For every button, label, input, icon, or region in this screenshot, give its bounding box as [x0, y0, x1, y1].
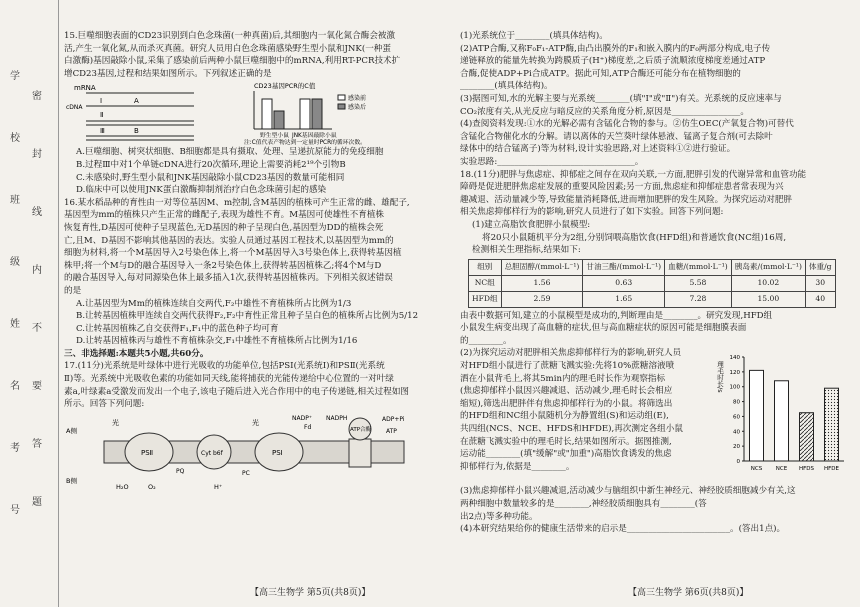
seal-char: 题	[32, 497, 42, 508]
hplus-label: H⁺	[214, 482, 223, 491]
option-line: B.让转基因植株甲连续自交两代获得F₂,F₂中育性正常且种子呈白色的植株所占比例为5/12	[76, 311, 419, 322]
y-tick-label: 100	[729, 385, 740, 392]
q15-figure	[64, 81, 452, 145]
y-tick-label: 120	[729, 370, 740, 377]
photosynthesis-diagram	[64, 413, 452, 495]
table-cell: 30	[805, 275, 835, 291]
bar-hfde	[825, 389, 839, 462]
question-line: 对HFD组小鼠进行了蔗糖飞溅实验:先将10%蔗糖溶液喷	[460, 361, 675, 372]
x-tick-label: NCS	[750, 466, 763, 473]
question-line: 16.某水稻品种的育性由一对等位基因M、m控制,含M基因的植株可产生正常的雌、雄配子,	[64, 197, 410, 208]
y-tick-label: 140	[729, 355, 740, 362]
q18-part2	[460, 347, 712, 473]
table-cell: 10.02	[731, 275, 805, 291]
question-line: 亡,且M、D基因不影响其他基因的表达。实验人员通过基因工程技术,以基因型为mm的	[64, 235, 394, 246]
q15-note: 注:C值代表产物达到一定量时PCR的循环次数。	[244, 140, 366, 146]
q16-options	[64, 298, 452, 348]
q15-diagram	[64, 81, 452, 145]
margin-field-char: 学	[10, 71, 20, 82]
option-line: B.过程Ⅲ中对1个单链cDNA进行20次循环,理论上需要消耗2¹⁹个引物B	[76, 159, 346, 170]
y-axis-label: 理毛时长/s	[716, 361, 724, 394]
subquestion-line: CO₂浓度有关,从光反应与暗反应的关系角度分析,原因是________________。	[460, 106, 749, 117]
margin-field-char: 考	[10, 443, 20, 454]
question-line: (3)焦虑抑郁样小鼠兴趣减退,活动减少与脑组织中新生神经元、神经胶质细胞减少有关,这	[460, 486, 796, 497]
psi-label: PSⅠ	[272, 448, 283, 457]
right-column	[460, 30, 852, 536]
question-line: 抑郁样行为,依据是________。	[460, 461, 575, 472]
legend-after: 感染后	[348, 104, 367, 112]
question-line: 的是	[64, 285, 82, 296]
cytb6f-label: Cyt b6f	[201, 449, 223, 457]
subquestion-line: (4)查阅资料发现:①水的光解必需有含锰化合物的参与。②仿生OEC(产氧复合物)可替代	[460, 119, 794, 130]
question-line: (焦虑抑郁样小鼠因兴趣减退、活动减少,理毛时长会相应	[460, 386, 673, 397]
x-tick-label: HFDS	[798, 466, 815, 473]
question-line: 17.(11分)光系统是叶绿体中进行光吸收的功能单位,包括PSⅠ(光系统Ⅰ)和PSⅡ(光系统	[64, 361, 385, 372]
nadp-label: NADP⁺	[292, 414, 312, 422]
group-ko: JNK基因敲除小鼠	[292, 133, 337, 140]
q18-after-table	[460, 310, 852, 348]
question-line: 活,产生一氧化氮,从而杀灭真菌。研究人员用白色念珠菌感染野生型小鼠和JNK(一种蛋	[64, 43, 391, 54]
nadph-label: NADPH	[326, 414, 348, 422]
step2-label: Ⅱ	[100, 111, 104, 120]
seal-char: 答	[32, 439, 42, 450]
bar-wt-before	[262, 99, 272, 129]
subquestion-line: 含锰化合物催化水的分解。请以离体的天竺葵叶绿体悬液、锰离子复合剂(可去除叶	[460, 131, 773, 142]
question-16	[64, 197, 452, 298]
question-line: 15.巨噬细胞表面的CD23识别到白色念珠菌(一种真菌)后,其细胞内一氧化氮合酶会被激	[64, 31, 396, 41]
light-label-2: 光	[252, 418, 259, 427]
option-line: C.让转基因植株乙自交获得F₁,F₁中的蓝色种子均可育	[76, 323, 279, 334]
side-a-label: A侧	[66, 426, 77, 435]
margin-field-char: 校	[10, 133, 20, 144]
cdna-label: cDNA	[66, 104, 83, 112]
seal-char: 线	[32, 207, 42, 218]
subquestion-line: 绿体中的结合锰离子)等为材料,设计实验思路,对上述资料①②进行验证。	[460, 144, 736, 155]
q17-subquestions	[460, 30, 852, 169]
question-line: (4)本研究结果给你的健康生活带来的启示是________________________。(答出1点)。	[460, 524, 786, 535]
section-3-heading: 三、非选择题:本题共5小题,共60分。	[64, 348, 209, 359]
seal-margin	[0, 0, 59, 607]
subquestion-line: (3)据图可知,水的光解主要与光系统________(填"Ⅰ"或"Ⅱ")有关。光系统的反应速率与	[460, 93, 782, 104]
question-line: 共四组(NCS、NCE、HFDS和HFDE),再次测定各组小鼠	[460, 424, 683, 435]
question-line: 白激酶)基因敲除小鼠,采集了感染前后两种小鼠巨噬细胞中的mRNA,利用RT-PCR技术扩	[64, 56, 401, 67]
question-line: 洒在小鼠背毛上,将其5min内的理毛时长作为观察指标	[460, 373, 666, 384]
table-cell: 40	[805, 291, 835, 307]
table-header: 组别	[469, 259, 502, 275]
seal-char: 封	[32, 149, 42, 160]
y-tick-label: 20	[733, 444, 740, 451]
table-header: 血糖/(mmol·L⁻¹)	[665, 259, 732, 275]
subquestion-line: 合酶,促使ADP+Pi合成ATP。据此可知,ATP合酶还可能分布在植物细胞的	[460, 68, 741, 79]
q18-part1-method: 将20只小鼠随机平分为2组,分别饲喂高脂饮食(HFD组)和普通饮食(NC组)16周,	[482, 232, 787, 243]
question-line: 细胞为材料,将一个M基因导入2号染色体上,将一个M基因导入3号染色体上,获得转基因植	[64, 248, 402, 259]
bar-nce	[775, 381, 789, 461]
grooming-chart	[716, 347, 852, 485]
question-line: 增CD23基因,过程和结果如图所示。下列叙述正确的是	[64, 68, 272, 79]
y-tick-label: 40	[733, 429, 740, 436]
table-cell: 5.58	[665, 275, 732, 291]
table-header: 胰岛素/(mmol·L⁻¹)	[731, 259, 805, 275]
margin-field-char: 级	[10, 257, 20, 268]
question-line: 的融合基因导入,每对同源染色体上最多插入1次,获得转基因植株丙。下列相关叙述错误	[64, 273, 393, 284]
table-cell: 0.63	[583, 275, 665, 291]
group-wt: 野生型小鼠	[260, 133, 289, 140]
table-cell: 2.59	[501, 291, 583, 307]
step3-label: Ⅲ	[100, 127, 105, 136]
footer-left: 【高三生物学 第5页(共8页)】	[250, 588, 371, 598]
footer-right: 【高三生物学 第6页(共8页)】	[628, 588, 749, 598]
q17-figure	[64, 413, 452, 495]
seal-char: 密	[32, 91, 42, 102]
atp-synthase	[349, 439, 371, 467]
question-line: 障碍是促进肥胖焦虑症发展的重要风险因素;另一方面,焦虑症和抑郁症患者常表现为兴	[460, 182, 784, 193]
table-row	[469, 275, 836, 291]
table-cell: 1.56	[501, 275, 583, 291]
atp-synthase-label: ATP合酶	[350, 426, 372, 433]
subquestion-line: (1)光系统位于________(填具体结构)。	[460, 31, 608, 41]
light-label-1: 光	[112, 418, 119, 427]
question-line: 出2点)等多种功能。	[460, 511, 538, 522]
primer-a: A	[134, 97, 139, 106]
option-line: C.未感染时,野生型小鼠和JNK基因敲除小鼠CD23基因的数量可能相同	[76, 172, 345, 183]
fd-label: Fd	[304, 423, 312, 431]
table-cell: NC组	[469, 275, 502, 291]
q15-chart-title: CD23基因PCR的C值	[254, 82, 316, 91]
question-line: 的HFD组和NC组小鼠随机分为静置组(S)和运动组(E),	[460, 411, 669, 422]
subquestion-line: 实验思路:________________________________。	[460, 156, 644, 167]
bar-ko-before	[300, 99, 310, 129]
seal-char: 要	[32, 381, 42, 392]
option-line: D.临床中可以使用JNK蛋白激酶抑制剂治疗白色念珠菌引起的感染	[76, 185, 327, 196]
table-row	[469, 291, 836, 307]
x-tick-label: HFDE	[823, 466, 840, 473]
q18-part1: (1)建立高脂饮食肥胖小鼠模型:	[472, 219, 591, 230]
psii-label: PSⅡ	[141, 448, 154, 457]
pq-label: PQ	[176, 467, 185, 475]
q18-part1-method2: 检测相关生理指标,结果如下:	[472, 245, 581, 256]
subquestion-line: 递链释放的能量先转换为跨膜质子(H⁺)梯度差,之后质子流顺浓度梯度差通过ATP	[460, 56, 766, 67]
legend-before: 感染前	[348, 95, 367, 103]
y-tick-label: 60	[733, 414, 740, 421]
adp-label: ADP+Pi	[382, 415, 405, 423]
question-line: 小鼠发生病变出现了高血糖的症状,但与高血糖症状的原因可能是细胞膜表面	[460, 323, 747, 334]
question-line: 株甲;将一个M与D的融合基因导入一条2号染色体上,获得转基因植株乙;将4个M与D	[64, 260, 382, 271]
pc-label: PC	[242, 469, 250, 477]
question-line: 恢复育性,D基因可使种子呈现蓝色,无D基因的种子呈现白色,基因型为DD的植株会死	[64, 222, 384, 233]
q15-options	[64, 146, 452, 196]
step1-label: Ⅰ	[100, 97, 103, 106]
option-line: A.让基因型为Mm的植株连续自交两代,F₂中雄性不育植株所占比例为1/3	[76, 298, 352, 309]
margin-field-char: 名	[10, 381, 20, 392]
question-line: Ⅱ)等。光系统中光吸收色素的功能如同天线,能将捕获的光能传递给中心位置的一对叶绿	[64, 374, 394, 385]
seal-char: 内	[32, 265, 42, 276]
margin-field-char: 号	[10, 505, 20, 516]
question-line: 由表中数据可知,建立的小鼠模型是成功的,判断理由是________。研究发现,HFD组	[460, 310, 773, 321]
mrna-label: mRNA	[74, 84, 96, 93]
question-line: 所示。回答下列问题:	[64, 399, 145, 410]
x-tick-label: NCE	[775, 466, 788, 473]
question-line: 18.(11分)肥胖与焦虑症、抑郁症之间存在双向关联,一方面,肥胖引发的代谢异常和血管功能	[460, 169, 807, 180]
table-header: 甘油三酯/(mmol·L⁻¹)	[583, 259, 665, 275]
q18-part3	[460, 485, 852, 535]
primer-b: B	[134, 127, 139, 136]
margin-field-char: 班	[10, 195, 20, 206]
q18-part2-block	[460, 347, 852, 485]
subquestion-line: ________(填具体结构)。	[460, 81, 553, 92]
bar-hfds	[800, 413, 814, 461]
o2-label: O₂	[148, 482, 156, 491]
subquestion-line: (2)ATP合酶,又称F₀F₁-ATP酶,由凸出膜外的F₁和嵌入膜内的F₀两部分构成,电子传	[460, 43, 771, 54]
question-line: 基因型为mm的植株只产生正常的雌配子,表现为雄性不育。M基因可使雄性不育植株	[64, 210, 385, 221]
question-line: (2)为探究运动对肥胖相关焦虑抑郁样行为的影响,研究人员	[460, 348, 682, 359]
margin-field-char: 姓	[10, 319, 20, 330]
question-line: 相关焦虑抑郁样行为的影响,研究人员进行了如下实验。回答下列问题:	[460, 207, 724, 218]
question-line: 趣减退、活动量减少等,导致能量消耗降低,进而增加肥胖的发生风险。为探究运动对肥胖	[460, 194, 793, 205]
bar-wt-after	[274, 111, 284, 129]
table-cell: HFD组	[469, 291, 502, 307]
water-label: H₂O	[116, 482, 129, 491]
bar-ncs	[750, 371, 764, 462]
y-tick-label: 80	[733, 400, 740, 407]
table-cell: 15.00	[731, 291, 805, 307]
atp-label: ATP	[386, 427, 397, 435]
question-line: 运动能________(填"缓解"或"加重")高脂饮食诱发的焦虑	[460, 449, 672, 460]
left-column	[64, 30, 452, 495]
question-line: 在蔗糖飞溅实验中的理毛时长,结果如图所示。据图推测,	[460, 436, 672, 447]
question-line: 两种细胞中数量较多的是________,神经胶质细胞具有________(答	[460, 499, 707, 510]
question-15	[64, 30, 452, 80]
y-tick-label: 0	[736, 459, 740, 466]
option-line: D.让转基因植株丙与雄性不育植株杂交,F₁中雄性不育植株所占比例为1/16	[76, 336, 358, 347]
table-cell: 1.65	[583, 291, 665, 307]
bar-ko-after	[312, 99, 322, 129]
seal-char: 不	[32, 323, 42, 334]
question-line: 素a,叶绿素a受激发而发出一个电子,该电子随后进入光合作用中的电子传递链,相关过程如图	[64, 386, 410, 397]
question-line: 缩短),筛选出肥胖伴有焦虑抑郁样行为的小鼠。将筛选出	[460, 398, 673, 409]
question-line: 的________。	[460, 335, 512, 346]
side-b-label: B侧	[66, 476, 77, 485]
option-line: A.巨噬细胞、树突状细胞、B细胞都是具有摄取、处理、呈递抗原能力的免疫细胞	[76, 147, 384, 158]
question-17	[64, 360, 452, 410]
question-18	[460, 169, 852, 219]
results-table	[468, 259, 836, 308]
table-header: 总胆固醇/(mmol·L⁻¹)	[501, 259, 583, 275]
table-cell: 7.28	[665, 291, 732, 307]
table-header: 体重/g	[805, 259, 835, 275]
